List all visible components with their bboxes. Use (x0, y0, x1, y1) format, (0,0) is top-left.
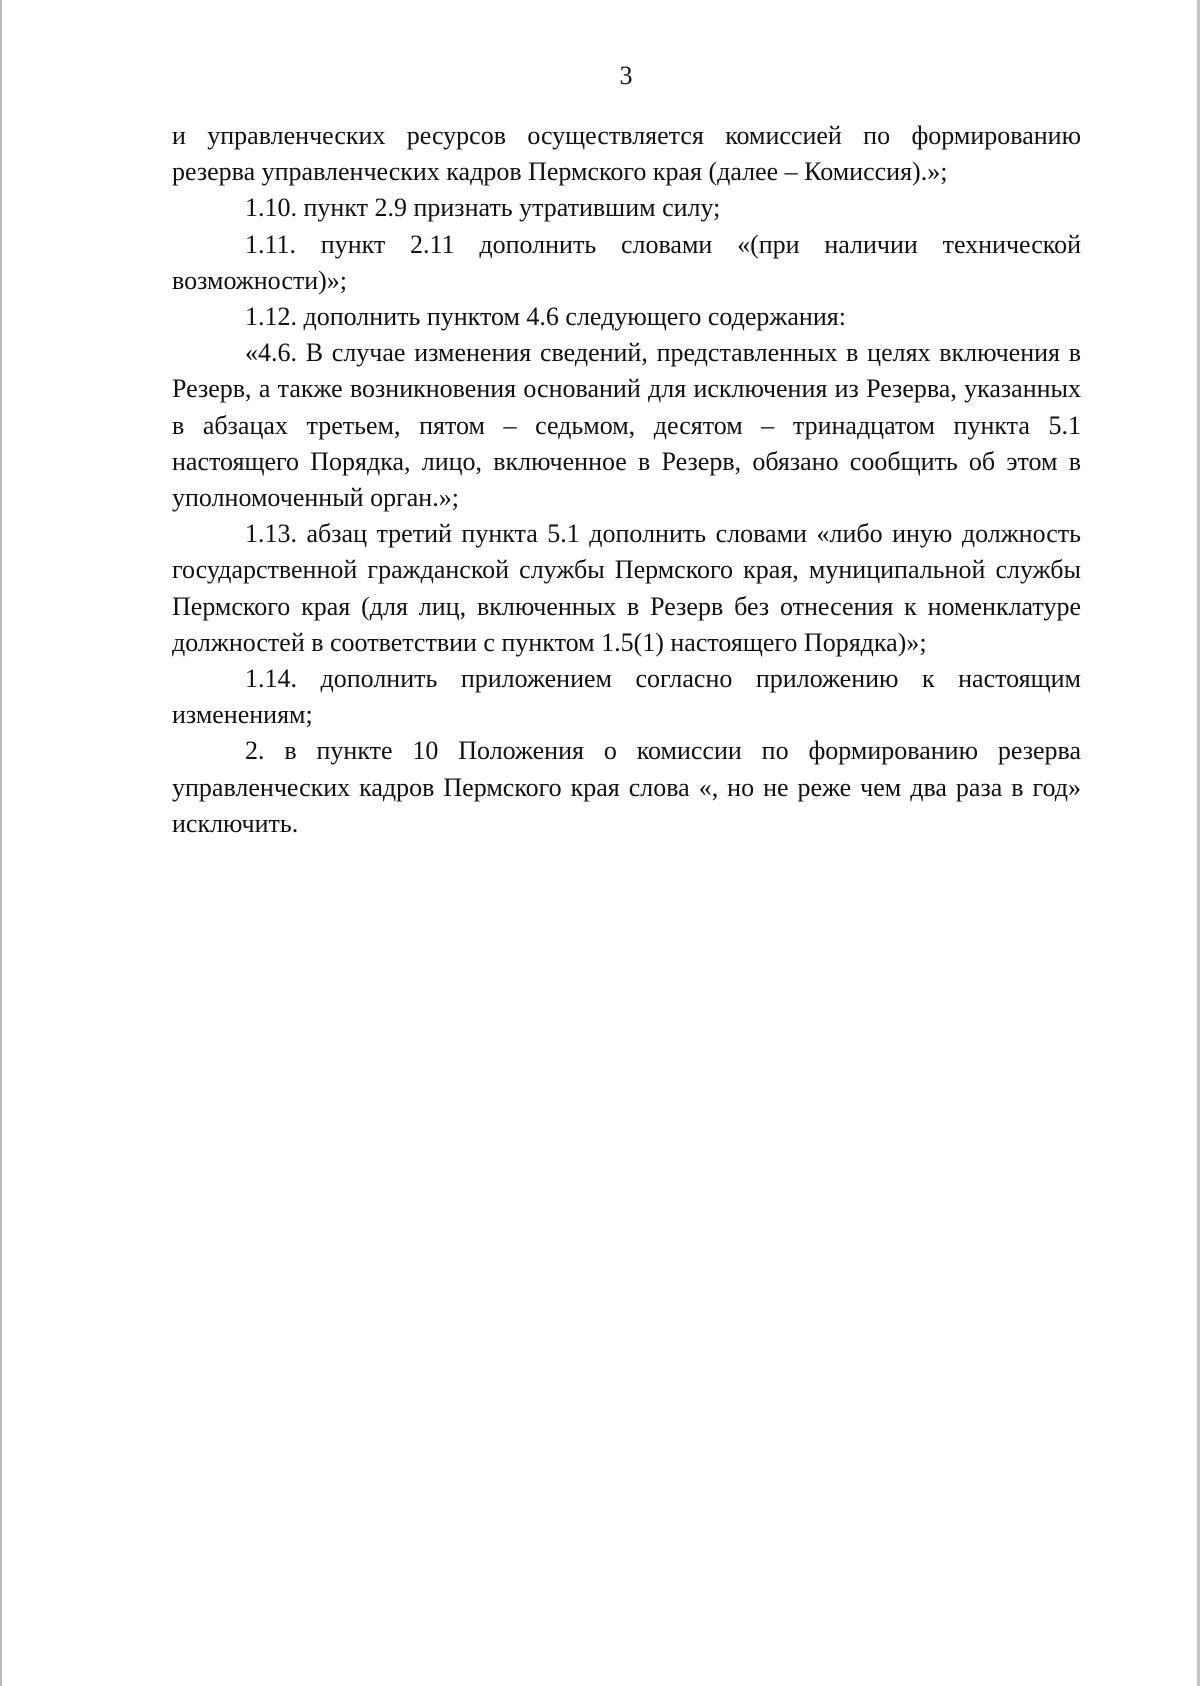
paragraph-quoted-4-6: «4.6. В случае изменения сведений, представленных в целях включения в Резерв, а также возникновения оснований для исключения из Резерва, указанных в абзацах третьем, пятом – седьмом, десятом – тринадцатом пункта 5.1 настоящего Порядка, лицо, включенное в Резерв, обязано сообщить об этом в уполномоченный орган.»; (172, 338, 1081, 513)
paragraph-continuation: и управленческих ресурсов осуществляется комиссией по формированию резерва управленческих кадров Пермского края (далее – Комиссия).»; (172, 121, 1081, 187)
paragraph-item-1-13: 1.13. абзац третий пункта 5.1 дополнить словами «либо иную должность государственной гражданской службы Пермского края, муниципальной службы Пермского края (для лиц, включенных в Резерв без отнесения к номенклатуре должностей в соответствии с пунктом 1.5(1) настоящего Порядка)»; (172, 519, 1081, 657)
paragraph-item-2: 2. в пункте 10 Положения о комиссии по формированию резерва управленческих кадров Пермского края слова «, но не реже чем два раза в год» исключить. (172, 736, 1081, 838)
document-body (172, 118, 1081, 842)
paragraph-item-1-12: 1.12. дополнить пунктом 4.6 следующего содержания: (245, 302, 846, 332)
paragraph-item-1-10: 1.10. пункт 2.9 признать утратившим силу; (245, 193, 721, 223)
scan-edge-left (0, 0, 2, 1686)
page-number: 3 (619, 61, 633, 90)
paragraph-item-1-14: 1.14. дополнить приложением согласно приложению к настоящим изменениям; (172, 664, 1081, 730)
paragraph-item-1-11: 1.11. пункт 2.11 дополнить словами «(при наличии технической возможности)»; (172, 229, 1081, 295)
